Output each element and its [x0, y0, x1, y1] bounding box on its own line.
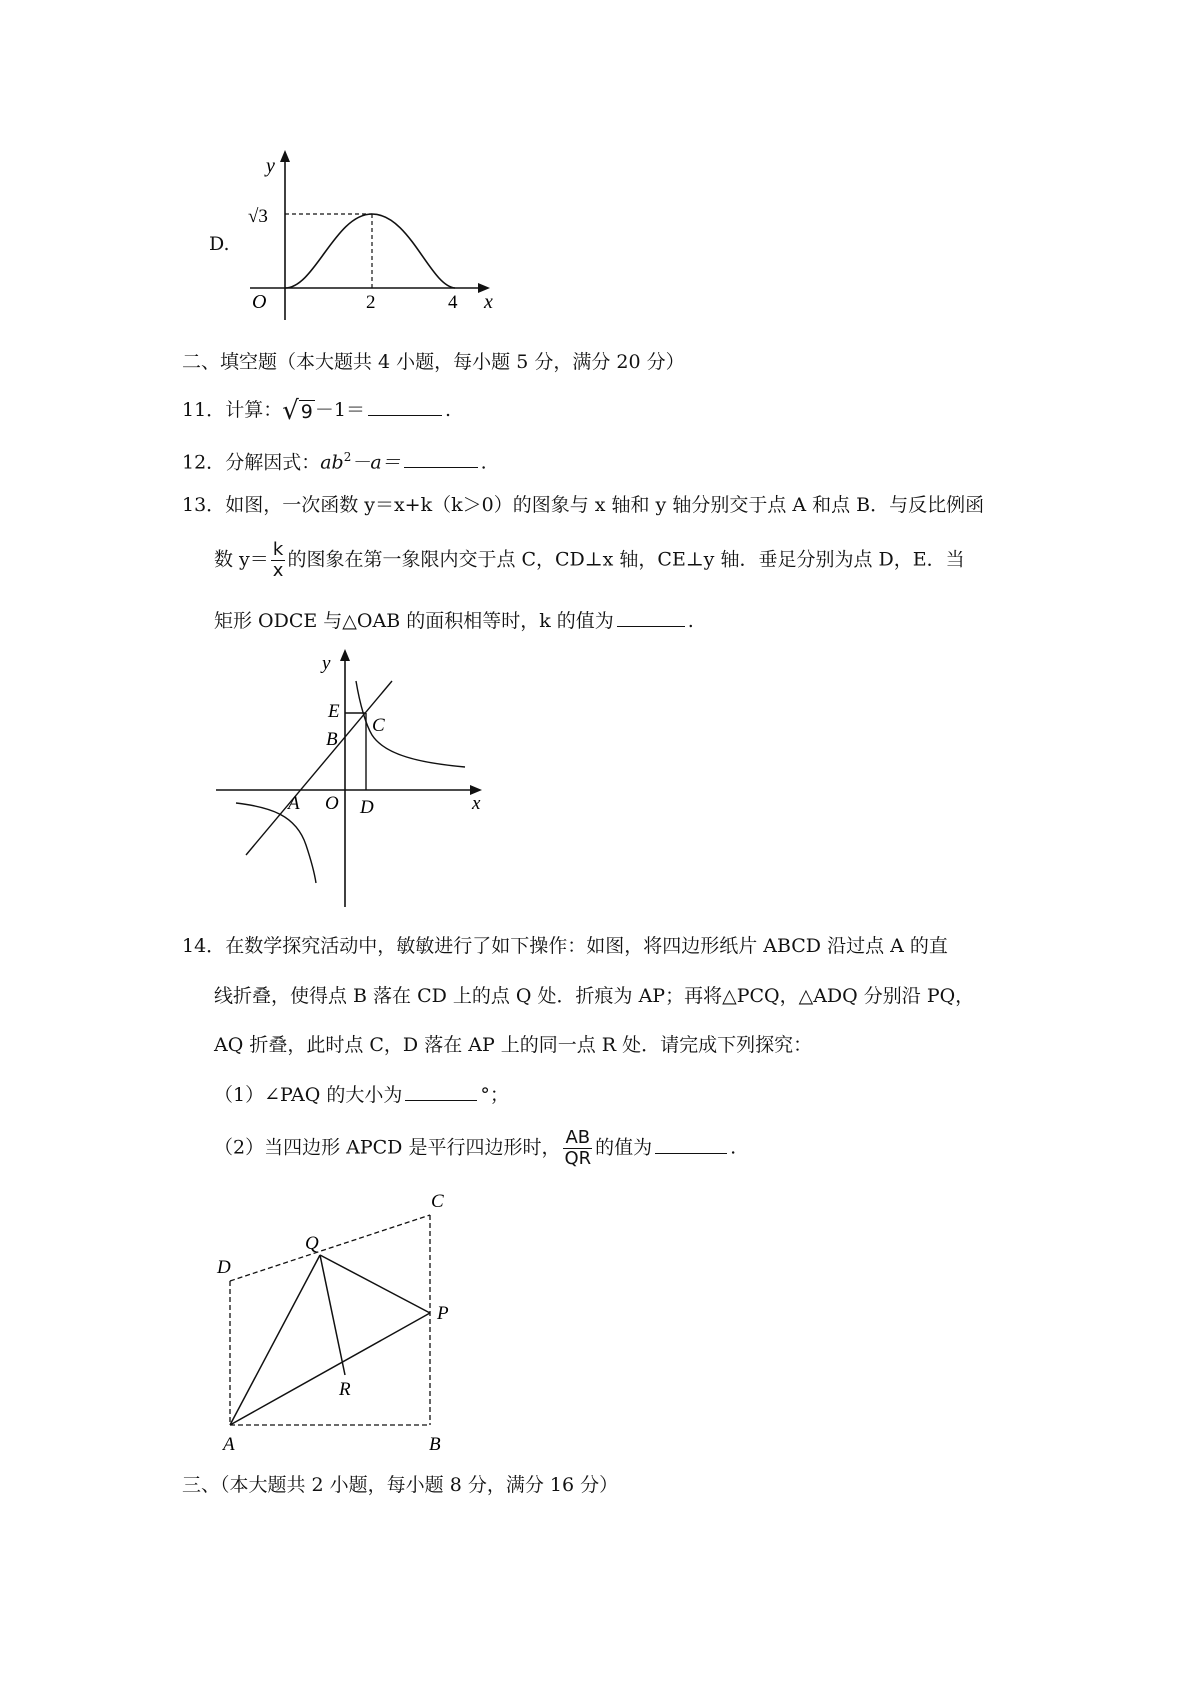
q13-text-line3: 矩形 ODCE 与△OAB 的面积相等时，k 的值为 [214, 610, 614, 632]
q14-part2-suffix: 的值为 [595, 1136, 653, 1159]
q13-end: . [687, 610, 694, 632]
q14-frac-num: AB [565, 1127, 591, 1148]
q14-part1-prefix: （1）∠PAQ 的大小为 [214, 1084, 403, 1106]
option-d-label: D. [209, 233, 230, 255]
segment-qp [320, 1255, 430, 1313]
q14-figure [205, 1185, 475, 1455]
question-13-line2 [214, 540, 965, 581]
fig14-label-b: B [429, 1434, 441, 1455]
section3-heading: 三、（本大题共 2 小题，每小题 8 分，满分 16 分） [182, 1474, 619, 1496]
q13-line2-suffix: 的图象在第一象限内交于点 C，CD⊥x 轴，CE⊥y 轴．垂足分别为点 D，E．当 [287, 548, 965, 571]
y-axis-label: y [266, 155, 275, 177]
q13-number: 13． [182, 494, 226, 516]
question-14-part2 [214, 1128, 736, 1169]
question-14-line2: 线折叠，使得点 B 落在 CD 上的点 Q 处．折痕为 AP；再将△PCQ，△ADQ 分别沿 PQ， [214, 985, 975, 1007]
q12-expr-a: ab [320, 451, 344, 474]
q11-prefix: 计算： [225, 399, 283, 421]
q14-text-line1: 在数学探究活动中，敏敏进行了如下操作：如图，将四边形纸片 ABCD 沿过点 A 的直 [225, 935, 948, 957]
q14-number: 14． [182, 935, 226, 957]
q12-exponent: 2 [343, 450, 352, 464]
origin-label: O [252, 291, 267, 313]
hyperbola-branch-2 [236, 803, 316, 883]
fig14-label-p: P [437, 1303, 449, 1324]
q13-frac-num: k [272, 539, 284, 560]
fig14-label-q: Q [305, 1233, 319, 1254]
q12-expr-b: －a＝ [351, 451, 401, 474]
segment-qr [320, 1255, 345, 1375]
fig13-label-y: y [322, 653, 331, 674]
question-13-line3 [214, 608, 694, 633]
bell-curve [285, 214, 455, 288]
fig13-label-x: x [472, 793, 481, 814]
question-14-line1 [182, 934, 948, 958]
fig13-label-c: C [372, 715, 385, 736]
y-tick-sqrt3: √3 [248, 206, 268, 227]
q14-frac-den: QR [564, 1148, 592, 1169]
option-d-graph [240, 150, 505, 325]
q13-figure [210, 645, 500, 913]
question-14-line3: AQ 折叠，此时点 C，D 落在 AP 上的同一点 R 处．请完成下列探究： [214, 1034, 813, 1056]
q13-text-line1: 如图，一次函数 y＝x+k（k＞0）的图象与 x 轴和 y 轴分别交于点 A 和点 B．与反比例函 [225, 494, 985, 516]
q12-answer-blank[interactable] [404, 449, 478, 468]
q12-end: . [480, 451, 487, 474]
y-axis-arrow [280, 150, 290, 162]
q12-number: 12． [182, 451, 226, 474]
q14-part1-answer-blank[interactable] [405, 1082, 477, 1101]
fig14-label-d: D [217, 1257, 231, 1278]
question-13-line1 [182, 493, 984, 517]
q11-answer-blank[interactable] [368, 397, 442, 416]
fig14-label-c: C [431, 1191, 444, 1212]
q14-part1-suffix: °； [480, 1084, 509, 1106]
q13-fraction [271, 540, 286, 581]
q11-number: 11． [182, 399, 226, 421]
edge-dc [230, 1215, 430, 1281]
linear-function-line [246, 681, 392, 855]
question-14-part1 [214, 1082, 509, 1107]
q12-prefix: 分解因式： [225, 451, 321, 474]
q11-suffix: －1＝ [314, 399, 365, 421]
fig13-label-a: A [288, 793, 300, 814]
q13-frac-den: x [272, 560, 284, 581]
q14-part2-prefix: （2）当四边形 APCD 是平行四边形时， [214, 1136, 561, 1159]
q14-end: . [730, 1136, 737, 1159]
question-12 [182, 445, 487, 474]
question-11 [182, 396, 452, 426]
radical-sign: √ [282, 396, 299, 426]
fig13-label-o: O [325, 793, 339, 814]
fig13-label-e: E [328, 701, 340, 722]
fig14-label-a: A [223, 1434, 235, 1455]
y-axis-arrow [340, 649, 350, 661]
fig13-label-b: B [326, 729, 338, 750]
q14-fraction [562, 1128, 593, 1169]
x-axis-label: x [484, 291, 493, 313]
x-tick-4: 4 [448, 292, 458, 313]
q13-line2-prefix: 数 y＝ [214, 548, 269, 571]
sqrt-expression [282, 396, 315, 426]
section2-heading: 二、填空题（本大题共 4 小题，每小题 5 分，满分 20 分） [182, 351, 685, 373]
x-tick-2: 2 [366, 292, 376, 313]
q11-end: . [444, 399, 452, 421]
q14-part2-answer-blank[interactable] [655, 1135, 727, 1154]
q11-radicand: 9 [300, 401, 313, 423]
fig14-label-r: R [339, 1379, 351, 1400]
q13-answer-blank[interactable] [617, 608, 685, 627]
fig13-label-d: D [360, 797, 374, 818]
